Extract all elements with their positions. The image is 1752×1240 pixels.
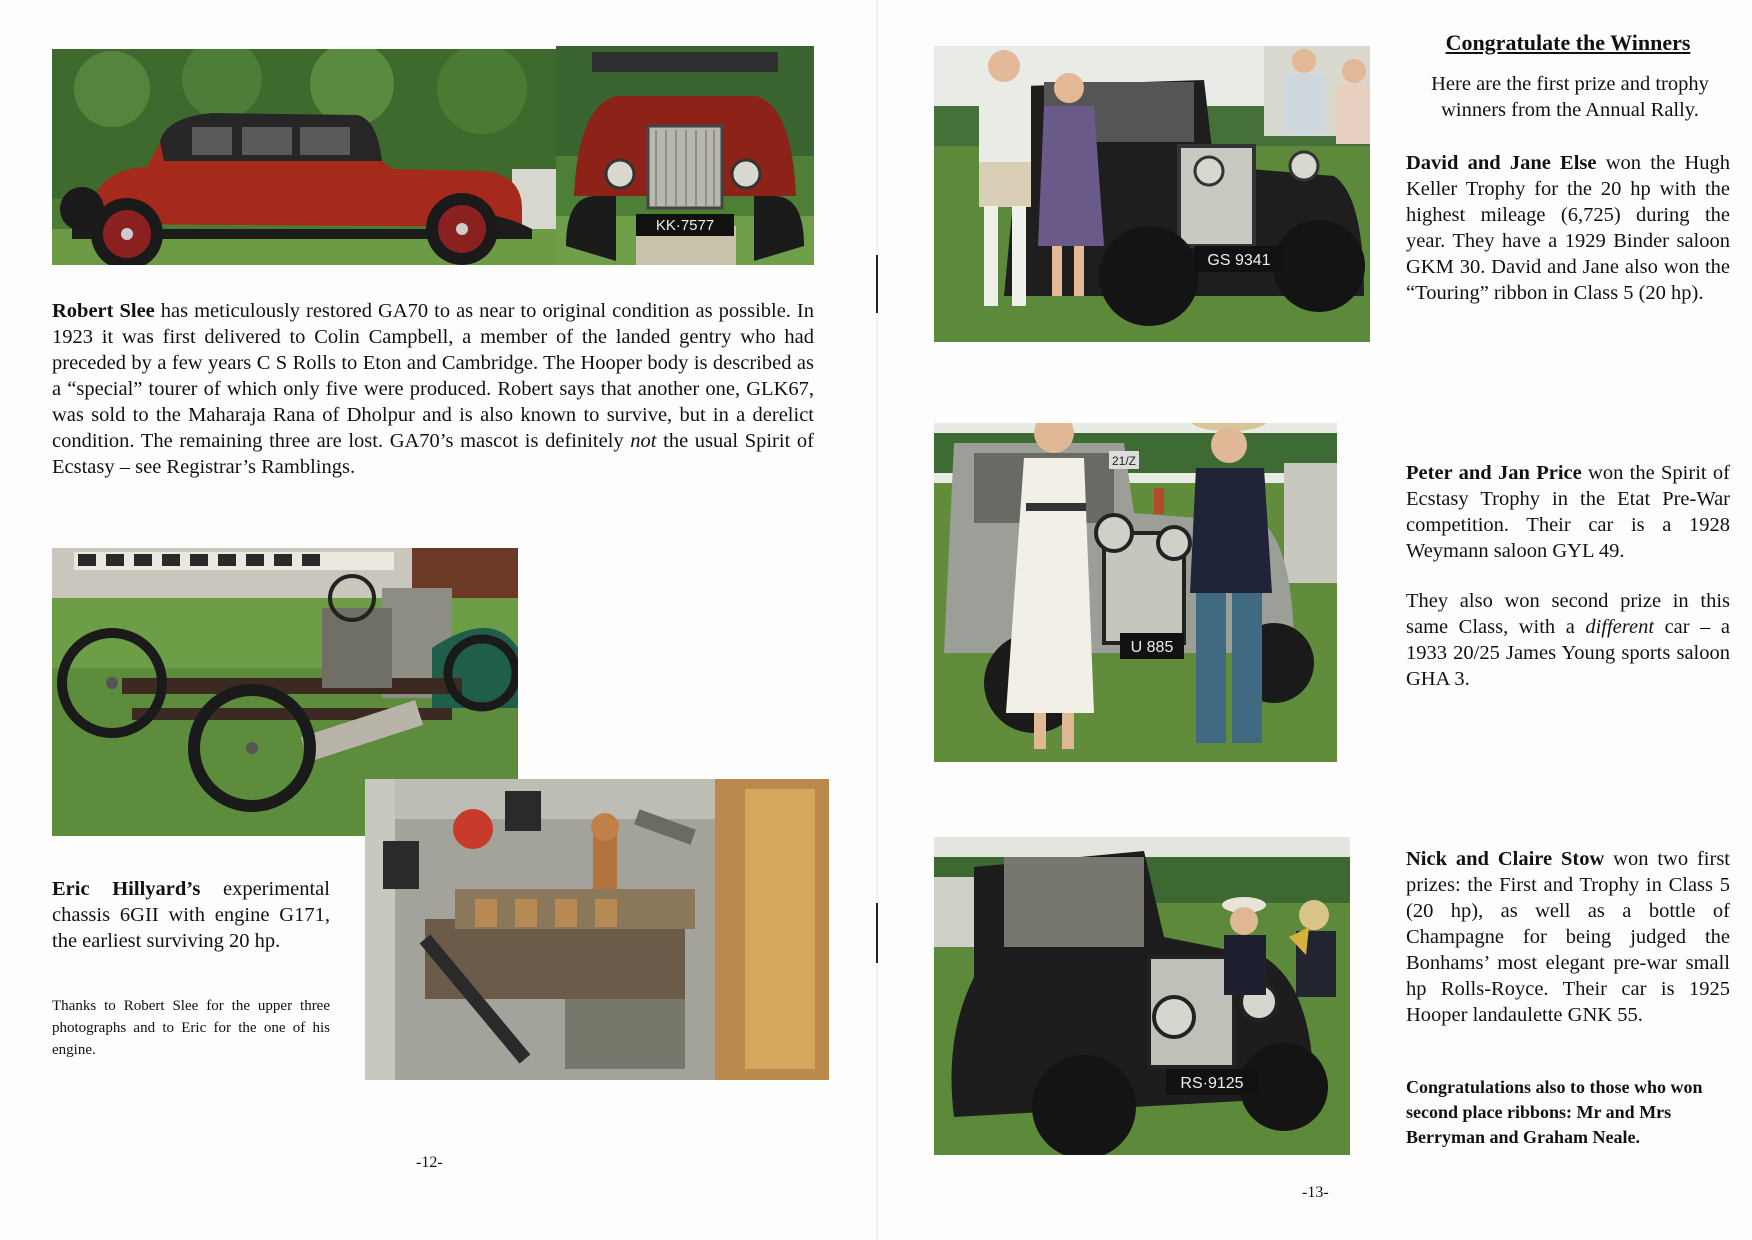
price-second-text-a: They also won second prize in this same Class, with a bbox=[1406, 590, 1730, 638]
winners-heading: Congratulate the Winners bbox=[1445, 30, 1691, 55]
eric-hillyard-text: experimental chassis 6GII with engine G171, the earliest surviving 20 hp. bbox=[52, 878, 330, 952]
price-second-prize-paragraph bbox=[1406, 588, 1730, 692]
price-second-emph: different bbox=[1585, 616, 1655, 638]
eric-hillyard-name: Eric Hillyard’s bbox=[52, 878, 201, 900]
winner-stow-paragraph bbox=[1406, 846, 1730, 1028]
binding-mark-upper bbox=[876, 255, 878, 313]
plate-kk7577: KK·7577 bbox=[655, 217, 715, 234]
winners-intro: Here are the first prize and trophy winners from the Annual Rally. bbox=[1431, 73, 1709, 121]
photo-red-tourer-side bbox=[52, 49, 556, 265]
second-place-note: Congratulations also to those who won second place ribbons: Mr and Mrs Berryman and Graham Neale. bbox=[1406, 1077, 1703, 1147]
price-second-text-b: car – a 1933 20/25 James Young sports saloon GHA 3. bbox=[1406, 616, 1731, 690]
winner-price-text: won the Spirit of Ecstasy Trophy in the Etat Pre-War competition. Their car is a 1928 Weymann saloon GYL 49. bbox=[1406, 462, 1730, 562]
photo-david-jane-else bbox=[934, 46, 1370, 342]
photo-credits: Thanks to Robert Slee for the upper three photographs and to Eric for the one of his engine. bbox=[52, 998, 330, 1058]
winner-else-paragraph bbox=[1406, 150, 1730, 306]
plate-gs9341: GS 9341 bbox=[1207, 252, 1271, 269]
robert-slee-emph: not bbox=[630, 430, 657, 452]
winner-stow-names: Nick and Claire Stow bbox=[1406, 848, 1605, 870]
plate-rs9125: RS·9125 bbox=[1180, 1075, 1244, 1092]
photo-peter-jan-price bbox=[934, 423, 1337, 762]
winner-else-text: won the Hugh Keller Trophy for the 20 hp with the highest mileage (6,725) during the year. They have a 1929 Binder saloon GKM 30. David and Jane also won the “Touring” ribbon in Class 5 (20 hp). bbox=[1406, 152, 1730, 304]
binding-mark-lower bbox=[876, 903, 878, 963]
center-gutter bbox=[876, 0, 878, 1240]
page-number-right: -13- bbox=[1302, 1184, 1329, 1201]
page-number-left: -12- bbox=[416, 1154, 443, 1171]
photo-engine-g171 bbox=[365, 779, 829, 1080]
photo-nick-claire-stow bbox=[934, 837, 1350, 1155]
robert-slee-text-end: the usual Spirit of Ecstasy – see Registrar’s Ramblings. bbox=[52, 430, 814, 478]
winner-else-names: David and Jane Else bbox=[1406, 152, 1597, 174]
robert-slee-name: Robert Slee bbox=[52, 300, 155, 322]
photo-red-tourer-front bbox=[556, 46, 814, 265]
robert-slee-paragraph bbox=[52, 298, 814, 480]
winner-price-paragraph bbox=[1406, 460, 1730, 564]
robert-slee-text: has meticulously restored GA70 to as near to original condition as possible. In 1923 it was first delivered to Colin Campbell, a member of the landed gentry who had preceded by a few years C S Rolls to Eton and Cambridge. The Hooper body is described as a “special” tourer of which only five were produced. Robert says that another one, GLK67, was sold to the Maharaja Rana of Dholpur and is also known to survive, but in a derelict condition. The remaining three are lost. GA70’s mascot is definitely bbox=[52, 300, 815, 452]
eric-hillyard-paragraph bbox=[52, 876, 330, 954]
plate-u885: U 885 bbox=[1130, 639, 1174, 656]
sign-21z: 21/Z bbox=[1111, 454, 1137, 468]
winner-stow-text: won two first prizes: the First and Trophy in Class 5 (20 hp), as well as a bottle of Champagne for being judged the Bonhams’ most elegant pre-war small hp Rolls-Royce. Their car is 1925 Hooper landaulette GNK 55. bbox=[1406, 848, 1730, 1026]
winner-price-names: Peter and Jan Price bbox=[1406, 462, 1582, 484]
